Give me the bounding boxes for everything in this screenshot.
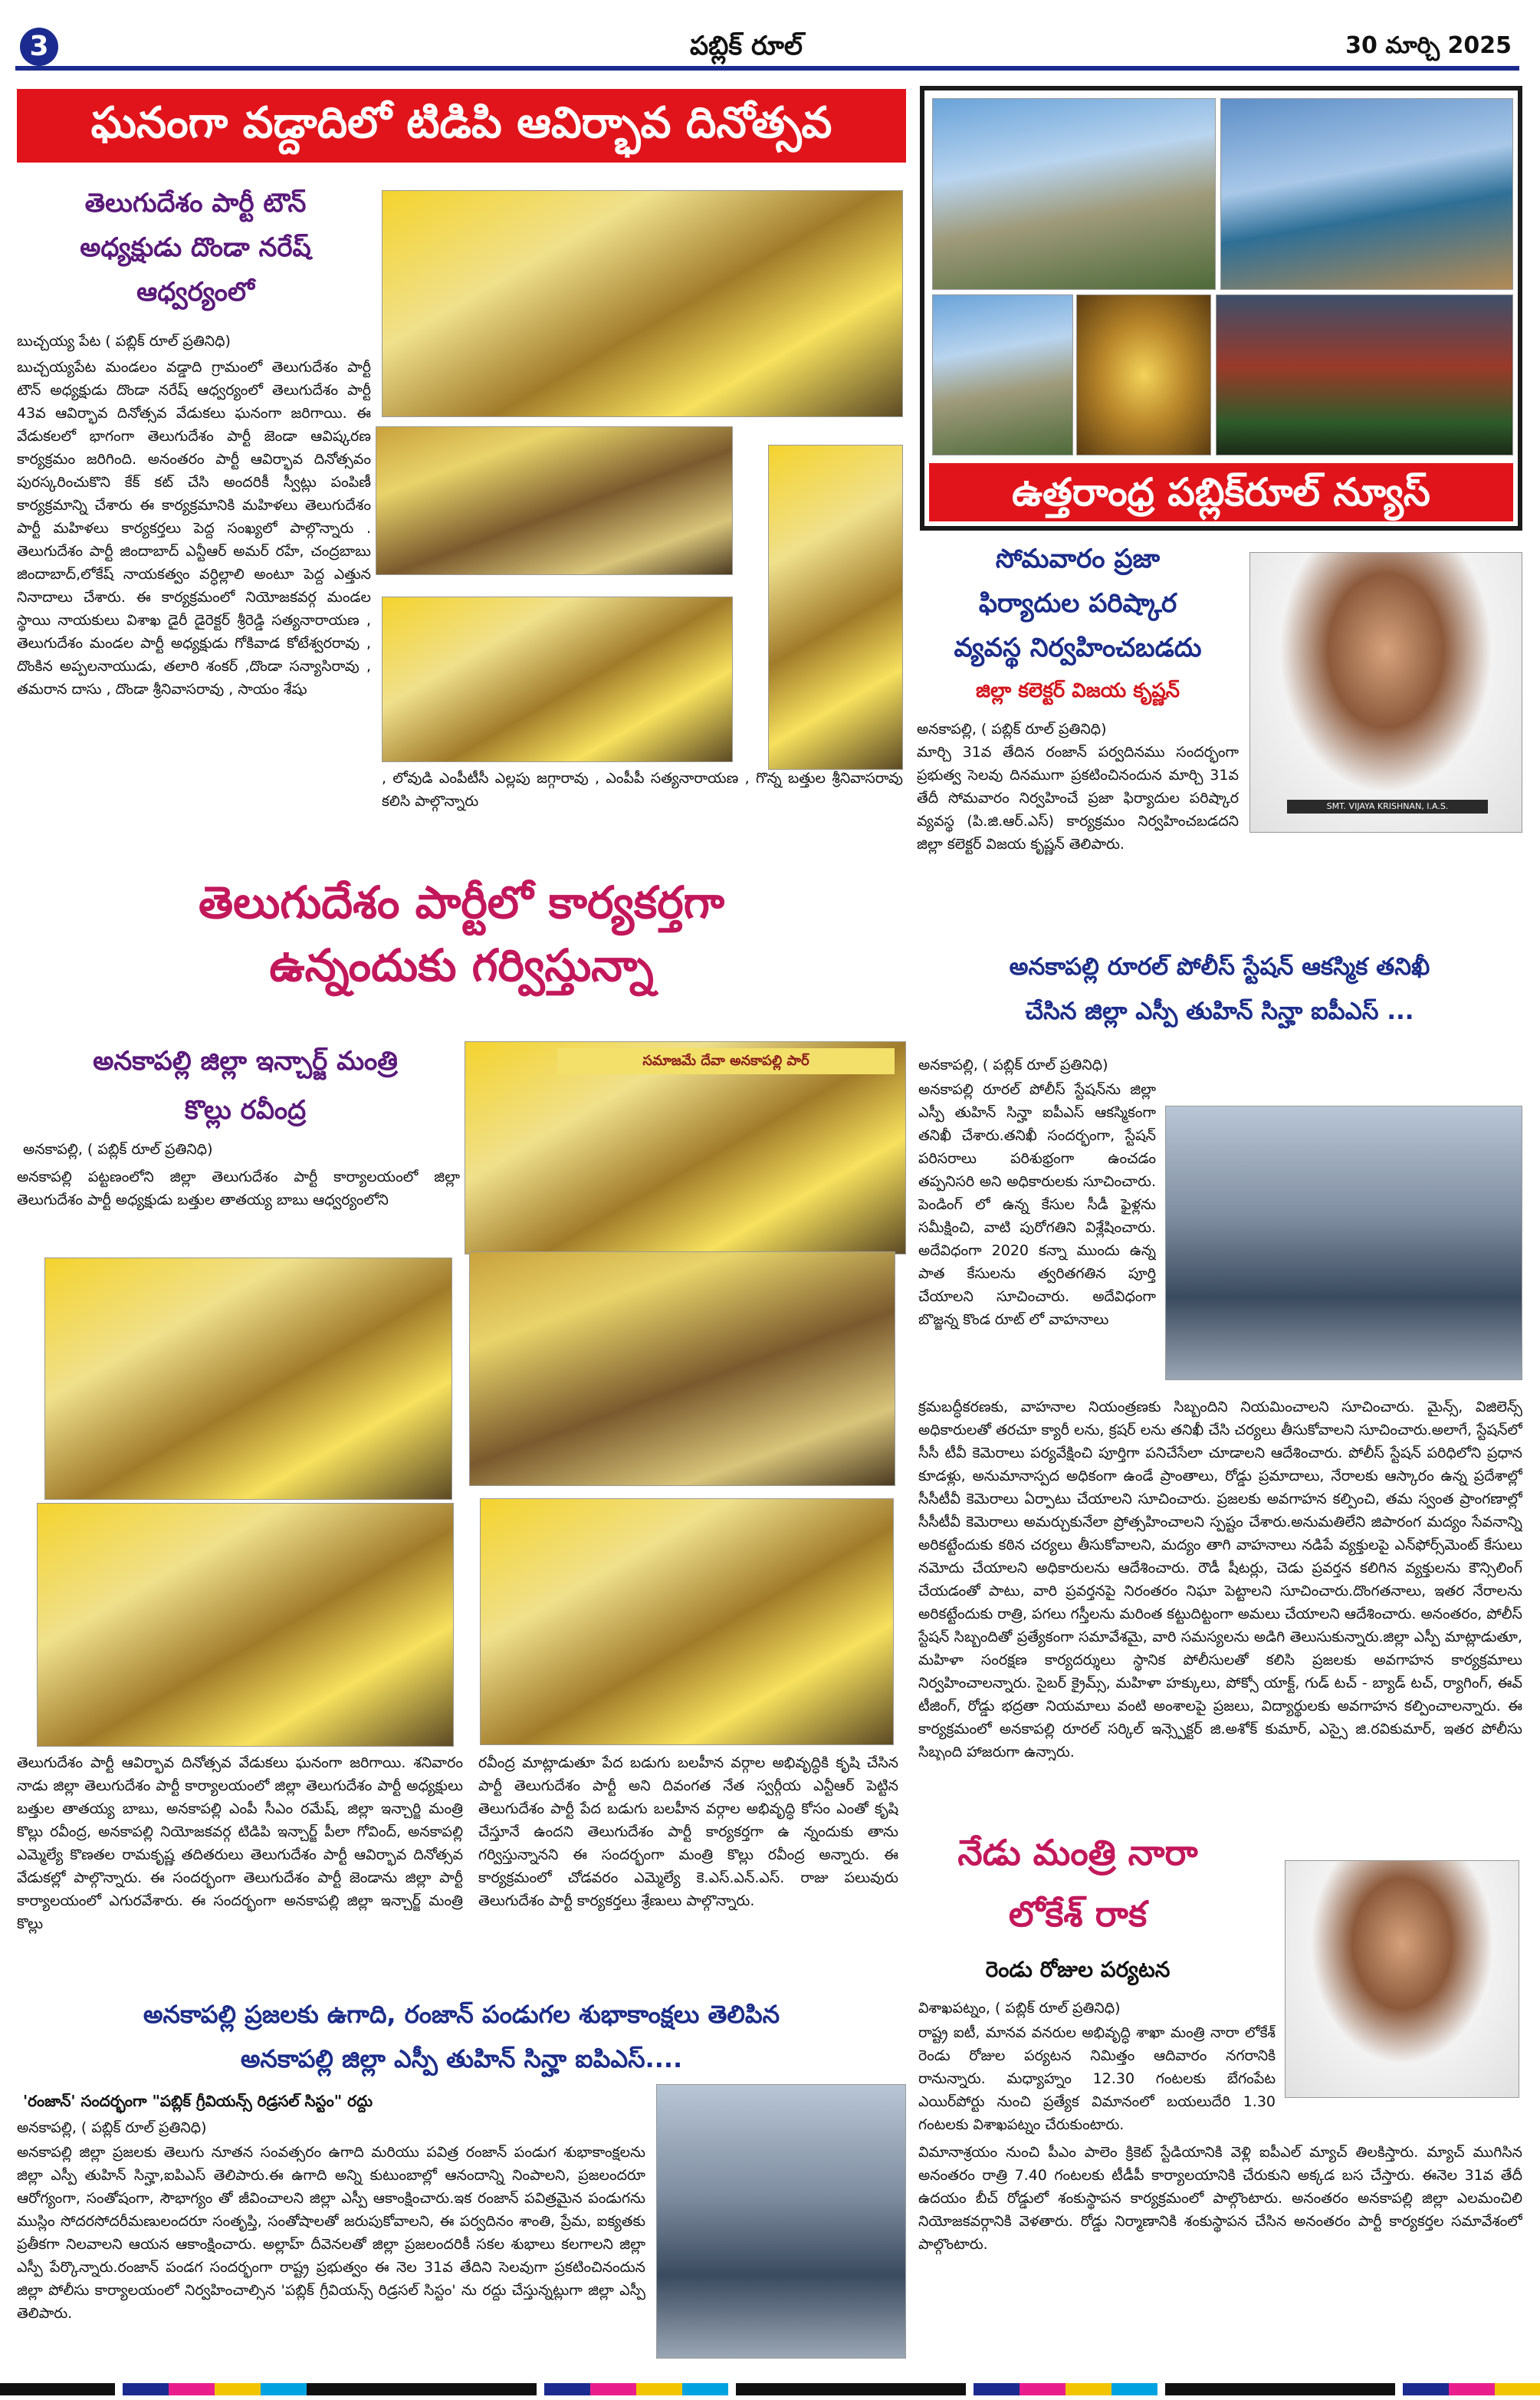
story5-dateline: విశాఖపట్నం, ( పబ్లిక్ రూల్ ప్రతినిధి) — [918, 2000, 1121, 2017]
paper-name: పబ్లిక్ రూల్ — [690, 31, 803, 61]
story1-photo-cake-cutting — [382, 190, 903, 417]
story3-dateline: అనకాపల్లి, ( పబ్లిక్ రూల్ ప్రతినిధి) — [23, 1141, 213, 1158]
story5-narrow-text: రాష్ట్ర ఐటీ, మానవ వనరుల అభివృద్ధి శాఖా మంత్రి నారా లోకేశ్ రెండు రోజుల పర్యటన నిమిత్తం ఆదివారం నగరానికి రానున్నారు. మధ్యాహ్నం 12.30 గంటలకు బేగంపేట ఎయిర్‌పోర్టు నుంచి ప్రత్యేక విమానంలో బయలుదేరి 1.30 గంటలకు విశాఖపట్నం చేరుకుంటారు. — [918, 2024, 1276, 2133]
story3-column1: తెలుగుదేశం పార్టీ ఆవిర్భావ దినోత్సవ వేడుకలు ఘనంగా జరిగాయి. శనివారం నాడు జిల్లా తెలుగుదేశం పార్టీ కార్యాలయంలో జిల్లా తెలుగుదేశం పార్టీ అధ్యక్షులు బత్తుల తాతయ్య బాబు, అనకాపల్లి ఎంపీ సీఎం రమేష్, జిల్లా ఇన్చార్జి మంత్రి కొల్లు రవీంద్ర, అనకాపల్లి నియోజకవర్గ టిడిపి ఇన్చార్జ్ పీలా గోవింద్, అనకాపల్లి ఎమ్మెల్యే కొణతల రామకృష్ణ తదితరులు తెలుగుదేశం పార్టీ ఆవిర్భావ దినోత్సవ వేడుకల్లో పాల్గొన్నారు. ఈ సందర్భంగా తెలుగుదేశం పార్టీ జెండాను జిల్లా పార్టీ కార్యాలయంలో ఎగురవేశారు. ఈ సందర్భంగా అనకాపల్లి జిల్లా ఇన్చార్జ్ మంత్రి కొల్లు — [17, 1754, 463, 1932]
story1-subhead-line2: అధ్యక్షుడు దొండా నరేష్ — [80, 232, 311, 263]
temple-photo — [932, 98, 1216, 290]
story3-intro: అనకాపల్లి పట్టణంలోని జిల్లా తెలుగుదేశం పార్టీ కార్యాలయంలో జిల్లా తెలుగుదేశం పార్టీ అధ్యక్షుడు బత్తుల తాతయ్య బాబు ఆధ్వర్యంలోని — [17, 1169, 460, 1208]
story4-wide-text: క్రమబద్ధీకరణకు, వాహనాల నియంత్రణకు సిబ్బందిని నియమించాలని సూచించారు. మైన్స్, విజిలెన్స్ అధికారులతో తరచూ క్యారీ లను, క్రషర్ లను తనిఖీ చేసి చర్యలు తీసుకోవాలని సూచించారు.అలాగే, స్టేషన్‌లో సీసీ టీవీ కెమెరాలు పర్యవేక్షించి పూర్తిగా పనిచేసేలా చూడాలని ఆదేశించారు. పోలీస్ స్టేషన్ పరిధిలోని ప్రధాన కూడళ్లు, అనుమానాస్పద అధికంగా ఉండే ప్రాంతాలు, రోడ్డు ప్రమాదాలు, నేరాలకు ఆస్కారం ఉన్న ప్రదేశాల్లో సీసీటీవీ కెమెరాలు ఏర్పాటు చేయాలని సూచించారు. ప్రజలకు అవగాహన కల్పించి, తమ స్వంత ప్రాంగణాల్లో సీసీటీవీ కెమెరాలు అమర్చుకునేలా ప్రోత్సహించాలని స్పష్టం చేశారు.అనుమతిలేని జిపారంగ మద్యం సేవనాన్ని అరికట్టేందుకు కఠిన చర్యలు తీసుకోవాలని, మద్యం తాగి వాహనాలు నడిపే వ్యక్తులపై ఎన్‌ఫోర్స్‌మెంట్ కేసులు నమోదు చేయాలని అధికారులను ఆదేశించారు. రౌడీ షీటర్లు, చెడు ప్రవర్తన కలిగిన వ్యక్తులను కౌన్సిలింగ్ చేయడంతో పాటు, వారి ప్రవర్తనపై నిరంతరం నిఘా పెట్టాలని సూచించారు.దొంగతనాలు, ఇతర నేరాలను అరికట్టేందుకు రాత్రి, పగలు గస్తీలను మరింత కట్టుదిట్టంగా అమలు చేయాలని ఆదేశించారు. అనంతరం, పోలీస్ స్టేషన్ సిబ్బందితో ప్రత్యేకంగా సమావేశమై, వారి సమస్యలను అడిగి తెలుసుకున్నారు.జిల్లా ఎస్పీ మాట్లాడుతూ, మహిళా సంరక్షణ కార్యదర్శులు స్థానిక పోలీసులతో కలిసి ప్రజలకు అవగాహన కార్యక్రమాలు నిర్వహించాలన్నారు. సైబర్ క్రైమ్స్, మహిళా హక్కులు, పోక్సో యాక్ట్, గుడ్ టచ్ - బ్యాడ్ టచ్, ర్యాగింగ్, ఈవ్ టీజింగ్, రోడ్డు భద్రతా నియమాలు వంటి అంశాలపై ప్రజలు, విద్యార్థులకు అవగాహన కల్పించాలన్నారు. ఈ కార్యక్రమంలో అనకాపల్లి రూరల్ సర్కిల్ ఇన్స్పెక్టర్ జి.అశోక్ కుమార్, ఎస్సై జి.రవికుమార్, ఇతర పోలీసు సిబ్బంది హాజరుగా ఉన్నారు. — [918, 1399, 1522, 1761]
story1-subhead-line3: ఆధ్వర్యంలో — [136, 277, 254, 307]
story1-subhead-line1: తెలుగుదేశం పార్టీ టౌన్ — [84, 188, 307, 219]
story3-office-sign: సమాజమే దేవా అనకాపల్లి పార్ — [557, 1048, 895, 1074]
story5-headline-line2: లోకేశ్ రాక — [1008, 1893, 1148, 1935]
story3-headline-line1: తెలుగుదేశం పార్టీలో కార్యకర్తగా — [198, 876, 725, 929]
deity-photo — [1076, 294, 1211, 455]
story6-headline-line2: అనకాపల్లి జిల్లా ఎస్పీ తుహిన్ సిన్హా ఐపిఎస్.... — [240, 2044, 683, 2073]
page-date: 30 మార్చి 2025 — [1345, 32, 1512, 59]
story3-photo-stage — [469, 1251, 895, 1486]
story2-headline — [917, 537, 1239, 670]
story3-subhead — [31, 1037, 460, 1135]
story5-subhead: రెండు రోజుల పర్యటన — [985, 1957, 1171, 1982]
story1-dateline: బుచ్చయ్య పేట ( పబ్లిక్ రూల్ ప్రతినిధి) — [17, 333, 231, 350]
story1-photo-flag — [376, 426, 733, 575]
lokesh-photo — [1285, 1860, 1519, 2098]
story2-paragraph: మార్చి 31వ తేదిన రంజాన్ పర్వదినము సందర్భంగా ప్రభుత్వ సెలవు దినముగా ప్రకటించినందున మార్చి 31వ తేదీ సోమవారం నిర్వహించే ప్రజా ఫిర్యాదుల పరిష్కార వ్యవస్థ (పి.జి.ఆర్.ఎస్) కార్యక్రమం నిర్వహించబడదని జిల్లా కలెక్టర్ విజయ కృష్ణన్ తెలిపారు. — [917, 744, 1239, 853]
story2-headline-line1: సోమవారం ప్రజా — [995, 544, 1161, 574]
story4-headline — [917, 945, 1522, 1034]
story2-byline: జిల్లా కలెక్టర్ విజయ కృష్ణన్ — [975, 679, 1180, 702]
uttarandhra-banner-text: ఉత్తరాంధ్ర పబ్లిక్‌రూల్ న్యూస్ — [929, 463, 1513, 521]
gopuram-photo — [932, 294, 1073, 455]
story5-headline — [917, 1822, 1239, 1945]
story3-headline — [17, 871, 906, 997]
story3-photo-cake — [37, 1503, 454, 1747]
story2-dateline: అనకాపల్లి, ( పబ్లిక్ రూల్ ప్రతినిధి) — [917, 721, 1107, 738]
story5-headline-line1: నేడు మంత్రి నారా — [957, 1832, 1198, 1873]
footer-color-strip — [0, 2383, 1540, 2395]
collector-photo — [1249, 552, 1522, 833]
story5-wide-text: విమానాశ్రయం నుంచి పీఎం పాలెం క్రికెట్ స్టేడియానికి వెళ్లి ఐపీఎల్ మ్యాచ్ తిలకిస్తారు. మ్యాచ్ ముగిసిన అనంతరం రాత్రి 7.40 గంటలకు టీడీపీ కార్యాలయానికి చేరుకుని అక్కడ బస చేస్తారు. ఈనెల 31వ తేదీ ఉదయం బీచ్ రోడ్డులో శంకుస్థాపన కార్యక్రమంలో పాల్గొంటారు. అనంతరం అనకాపల్లి జిల్లా ఎలమంచిలి నియోజకవర్గానికి వెళతారు. రోడ్డు నిర్మాణానికి శంకుస్థాపన చేసిన అనంతరం పార్టీ కార్యకర్తల సమావేశంలో పాల్గొంటారు. — [918, 2144, 1522, 2253]
collector-nameplate: SMT. VIJAYA KRISHNAN, I.A.S. — [1287, 800, 1488, 814]
story3-subhead-line1: అనకాపల్లి జిల్లా ఇన్చార్జ్ మంత్రి — [93, 1046, 398, 1077]
uttarandhra-banner — [920, 86, 1522, 531]
story3-photo-statue — [480, 1498, 894, 1745]
story1-headline: ఘనంగా వడ్దాదిలో టిడిపి ఆవిర్భావ దినోత్సవ — [17, 89, 906, 163]
story2-headline-line3: వ్యవస్థ నిర్వహించబడదు — [954, 633, 1202, 663]
story4-headline-line2: చేసిన జిల్లా ఎస్పీ తుహిన్ సిన్హా ఐపీఎస్ ... — [1025, 998, 1414, 1025]
story4-headline-line1: అనకాపల్లి రూరల్ పోలీస్ స్టేషన్ ఆకస్మిక తనిఖీ — [1009, 953, 1430, 981]
story4-photo-inspection — [1165, 1106, 1522, 1380]
story6-paragraph: అనకాపల్లి జిల్లా ప్రజలకు తెలుగు నూతన సంవత్సరం ఉగాది మరియు పవిత్ర రంజాన్ పండుగ శుభాకాంక్షలను జిల్లా ఎస్పీ తుహిన్ సిన్హా,ఐపిఎస్ తెలిపారు.ఈ ఉగాది అన్ని కుటుంబాల్లో ఆనందాన్ని నింపాలని, ప్రజలందరూ ఆరోగ్యంగా, సంతోషంగా, సౌభాగ్యం తో జీవించాలని జిల్లా ఎస్పీ ఆకాంక్షించారు.ఇక రంజాన్ పవిత్రమైన పండుగను ముస్లిం సోదరసోదరీమణులందరూ సంతృప్తి, సంతోషాలతో జరుపుకోవాలని, ఈ పర్వదినం శాంతి, ప్రేమ, ఐక్యతకు ప్రతీకగా నిలవాలని ఆయన ఆకాంక్షించారు. అల్లాహ్ దీవెనలతో జిల్లా ప్రజలందరికీ సకల శుభాలు కలగాలని జిల్లా ఎస్పీ పేర్కొన్నారు.రంజాన్ పండగ సందర్భంగా రాష్ట్ర ప్రభుత్వం ఈ నెల 31వ తేదిని సెలవుగా ప్రకటించినందున జిల్లా పోలీసు కార్యాలయంలో నిర్వహించాల్సిన 'పబ్లిక్ గ్రీవియన్స్ రిడ్రసల్ సిస్టం' ను రద్దు చేస్తున్నట్లుగా జిల్లా ఎస్పీ తెలిపారు. — [17, 2144, 645, 2322]
story1-continuation: , లోవుడి ఎంపీటీసీ ఎల్లపు జగ్గారావు , ఎంపీపీ సత్యనారాయణ , గొన్న బత్తుల శ్రీనివాసరావు కలిసి పాల్గొన్నారు — [382, 770, 903, 810]
masthead — [15, 26, 1519, 71]
story6-headline — [17, 1992, 906, 2081]
story6-dateline: అనకాపల్లి, ( పబ్లిక్ రూల్ ప్రతినిధి) — [17, 2119, 207, 2136]
story1-subhead — [23, 181, 368, 314]
story3-column2: రవీంద్ర మాట్లాడుతూ పేద బడుగు బలహీన వర్గాల అభివృద్ధికి కృషి చేసిన పార్టీ తెలుగుదేశం పార్టీ అని దివంగత నేత స్వర్గీయ ఎన్టీఆర్ పెట్టిన తెలుగుదేశం పార్టీ పేద బడుగు బలహీన వర్గాల అభివృద్ధి కోసం ఎంతో కృషి చేస్తూనే ఉందని తెలుగుదేశం పార్టీ కార్యకర్తగా ఉ న్నందుకు తాను గర్విస్తున్నానని ఈ సందర్భంగా మంత్రి కొల్లు రవీంద్ర అన్నారు. ఈ కార్యక్రమంలో చోడవరం ఎమ్మెల్యే కె.ఎస్.ఎన్.ఎస్. రాజు పలువురు తెలుగుదేశం పార్టీ కార్యకర్తలు శ్రేణులు పాల్గొన్నారు. — [478, 1754, 898, 1909]
story3-photo-office — [465, 1041, 906, 1254]
sp-photo — [656, 2084, 906, 2359]
story3-headline-line2: ఉన్నందుకు గర్విస్తున్నా — [269, 939, 654, 991]
page-number: 3 — [20, 28, 58, 66]
story4-dateline: అనకాపల్లి, ( పబ్లిక్ రూల్ ప్రతినిధి) — [918, 1057, 1108, 1073]
story2-headline-line2: ఫిర్యాదుల పరిష్కార — [978, 588, 1177, 619]
story6-headline-line1: అనకాపల్లి ప్రజలకు ఉగాది, రంజాన్ పండుగల శుభాకాంక్షలు తెలిపిన — [143, 2000, 780, 2029]
pagoda-photo — [1216, 294, 1513, 455]
story4-narrow-text: అనకాపల్లి రూరల్ పోలీస్ స్టేషన్‌ను జిల్లా ఎస్పీ తుహిన్ సిన్హా ఐపీఎస్ ఆకస్మికంగా తనిఖీ చేశారు.తనిఖీ సందర్భంగా, స్టేషన్ పరిసరాలు పరిశుభ్రంగా ఉంచడం తప్పనిసరి అని అధికారులకు సూచించారు. పెండింగ్ లో ఉన్న కేసుల సీడీ ఫైళ్లను సమీక్షించి, వాటి పురోగతిని విశ్లేషించారు. అదేవిధంగా 2020 కన్నా ముందు ఉన్న పాత కేసులను త్వరితగతిన పూర్తి చేయాలని సూచించారు. అదేవిధంగా బొజ్జన్న కొండ రూట్ లో వాహనాలు — [918, 1081, 1156, 1328]
story3-photo-bouquet — [44, 1258, 452, 1500]
story1-photo-portrait — [768, 445, 903, 770]
story1-photo-group — [382, 597, 733, 762]
story1-paragraph: బుచ్చయ్యపేట మండలం వడ్డాది గ్రామంలో తెలుగుదేశం పార్టీ టౌన్ అధ్యక్షుడు దొండా నరేష్ ఆధ్వర్యంలో తెలుగుదేశం పార్టీ 43వ ఆవిర్భావ దినోత్సవ వేడుకలు ఘనంగా జరిగాయి. ఈ వేడుకలలో భాగంగా తెలుగుదేశం పార్టీ జెండా ఆవిష్కరణ కార్యక్రమం జరిగింది. అనంతరం పార్టీ ఆవిర్భావ దినోత్సవం పురస్కరించుకొని కేక్ కట్ చేసి అందరికీ స్వీట్లు పంపిణీ కార్యక్రమాన్ని చేశారు ఈ కార్యక్రమానికి మహిళలు తెలుగుదేశం పార్టీ మహిళలు కార్యకర్తలు పెద్ద సంఖ్యలో పాల్గొన్నారు . తెలుగుదేశం పార్టీ జిందాబాద్ ఎన్టీఆర్ అమర్ రహే, చంద్రబాబు జిందాబాద్,లోకేష్ నాయకత్వం వర్ధిల్లాలి అంటూ పెద్ద ఎత్తున నినాదాలు చేశారు. ఈ కార్యక్రమంలో నియోజకవర్గ మండల స్థాయి నాయకులు విశాఖ డైరీ డైరెక్టర్ శ్రీరెడ్డి సత్యనారాయణ , తెలుగుదేశం మండల పార్టీ అధ్యక్షుడు గోకివాడ కోటేశ్వరరావు , దొంకిన అప్పలనాయుడు, తలారి శంకర్ ,దొండా సన్యాసిరావు , తమరాన దాసు , దొండా శ్రీనివాసరావు , సాయం శేషు — [17, 359, 371, 698]
story3-subhead-line2: కొల్లు రవీంద్ర — [184, 1095, 307, 1126]
story6-subhead: 'రంజాన్' సందర్భంగా "పబ్లిక్ గ్రీవియన్స్ రిడ్రసల్ సిస్టం" రద్దు — [23, 2092, 373, 2110]
coast-photo — [1220, 98, 1513, 290]
